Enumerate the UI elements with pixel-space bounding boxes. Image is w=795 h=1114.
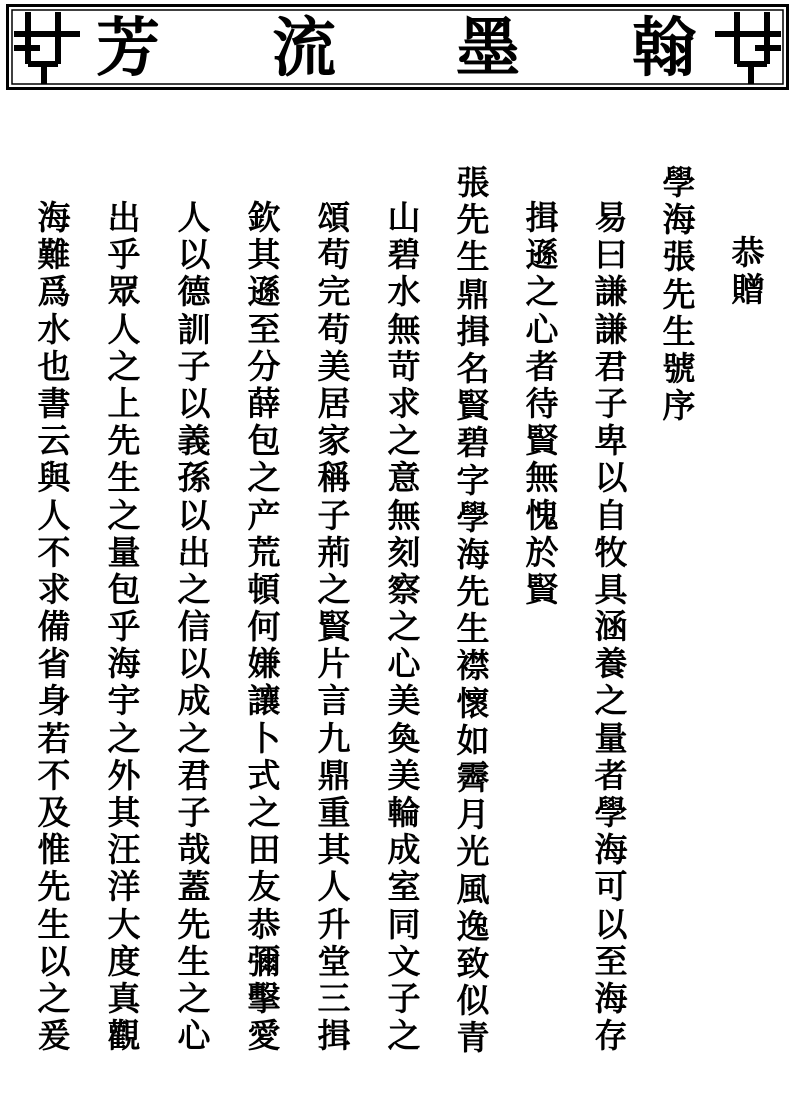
glyph: 者 bbox=[594, 755, 628, 795]
glyph: 宇 bbox=[107, 681, 141, 721]
glyph: 之 bbox=[177, 978, 211, 1018]
glyph: 子 bbox=[177, 346, 211, 386]
glyph: 水 bbox=[387, 272, 421, 312]
glyph: 美 bbox=[317, 346, 351, 386]
glyph: 遜 bbox=[247, 272, 281, 312]
glyph: 序 bbox=[662, 386, 696, 426]
glyph: 求 bbox=[387, 383, 421, 423]
glyph: 讓 bbox=[247, 681, 281, 721]
glyph: 嫌 bbox=[247, 644, 281, 684]
glyph: 苟 bbox=[317, 235, 351, 275]
glyph: 海 bbox=[37, 198, 71, 237]
glyph: 荊 bbox=[317, 532, 351, 572]
glyph: 謙 bbox=[594, 309, 628, 349]
glyph: 先 bbox=[177, 904, 211, 944]
glyph: 以 bbox=[177, 383, 211, 423]
glyph: 察 bbox=[387, 569, 421, 609]
glyph: 人 bbox=[177, 198, 211, 237]
glyph: 蓋 bbox=[177, 867, 211, 907]
glyph: 升 bbox=[317, 904, 351, 944]
column-6 bbox=[384, 199, 424, 1054]
glyph: 海 bbox=[107, 644, 141, 684]
glyph: 量 bbox=[107, 532, 141, 572]
glyph: 产 bbox=[247, 495, 281, 535]
glyph: 美 bbox=[387, 755, 421, 795]
glyph: 待 bbox=[525, 383, 559, 423]
glyph: 也 bbox=[37, 346, 71, 386]
glyph: 省 bbox=[37, 644, 71, 684]
title-char-2: 流 bbox=[272, 11, 336, 86]
column-3 bbox=[591, 199, 631, 1054]
glyph: 觀 bbox=[107, 1016, 141, 1056]
glyph: 賢 bbox=[317, 607, 351, 647]
glyph: 贈 bbox=[731, 270, 765, 310]
glyph: 惟 bbox=[37, 830, 71, 870]
glyph: 大 bbox=[107, 904, 141, 944]
glyph: 同 bbox=[387, 904, 421, 944]
glyph: 生 bbox=[107, 458, 141, 498]
glyph: 學 bbox=[662, 163, 696, 202]
glyph: 文 bbox=[387, 941, 421, 981]
glyph: 九 bbox=[317, 718, 351, 758]
glyph: 荒 bbox=[247, 532, 281, 572]
glyph: 成 bbox=[177, 681, 211, 721]
glyph: 學 bbox=[594, 793, 628, 832]
glyph: 以 bbox=[177, 235, 211, 275]
glyph: 心 bbox=[525, 309, 559, 349]
glyph: 室 bbox=[387, 867, 421, 907]
glyph: 義 bbox=[177, 421, 211, 461]
glyph: 友 bbox=[247, 867, 281, 907]
glyph: 先 bbox=[107, 421, 141, 461]
glyph: 與 bbox=[37, 458, 71, 498]
column-4 bbox=[522, 199, 562, 608]
glyph: 欽 bbox=[247, 198, 281, 237]
glyph: 之 bbox=[594, 681, 628, 721]
glyph: 恭 bbox=[247, 904, 281, 944]
glyph: 上 bbox=[107, 383, 141, 423]
title-char-4: 翰 bbox=[632, 11, 696, 86]
glyph: 愧 bbox=[525, 495, 559, 535]
glyph: 以 bbox=[177, 495, 211, 535]
glyph: 信 bbox=[177, 607, 211, 647]
glyph: 刻 bbox=[387, 532, 421, 572]
glyph: 眾 bbox=[107, 272, 141, 312]
glyph: 恭 bbox=[731, 233, 765, 272]
glyph: 心 bbox=[177, 1016, 211, 1056]
glyph: 月 bbox=[456, 795, 490, 835]
glyph: 生 bbox=[456, 237, 490, 277]
glyph: 孫 bbox=[177, 458, 211, 498]
glyph: 其 bbox=[317, 830, 351, 870]
glyph: 號 bbox=[662, 348, 696, 388]
glyph: 之 bbox=[525, 272, 559, 312]
glyph: 易 bbox=[594, 198, 628, 237]
glyph: 之 bbox=[317, 569, 351, 609]
glyph: 哉 bbox=[177, 830, 211, 870]
title-char-3: 墨 bbox=[456, 11, 520, 86]
left-fret-motif bbox=[14, 12, 80, 84]
glyph: 生 bbox=[37, 904, 71, 944]
glyph: 分 bbox=[247, 346, 281, 386]
glyph: 爲 bbox=[37, 272, 71, 312]
glyph: 以 bbox=[594, 458, 628, 498]
glyph: 之 bbox=[107, 346, 141, 386]
column-7 bbox=[314, 199, 354, 1054]
glyph: 之 bbox=[387, 1016, 421, 1056]
glyph: 求 bbox=[37, 569, 71, 609]
right-fret-motif bbox=[715, 12, 781, 84]
title-char-1: 芳 bbox=[96, 11, 160, 86]
column-11 bbox=[34, 199, 74, 1054]
glyph: 無 bbox=[525, 458, 559, 498]
glyph: 出 bbox=[107, 198, 141, 237]
glyph: 之 bbox=[107, 495, 141, 535]
glyph: 包 bbox=[247, 421, 281, 461]
glyph: 懷 bbox=[456, 683, 490, 723]
glyph: 先 bbox=[456, 572, 490, 612]
glyph: 襟 bbox=[456, 646, 490, 686]
glyph: 之 bbox=[177, 569, 211, 609]
glyph: 者 bbox=[525, 346, 559, 386]
glyph: 不 bbox=[37, 755, 71, 795]
glyph: 成 bbox=[387, 830, 421, 870]
glyph: 張 bbox=[456, 163, 490, 202]
glyph: 鼎 bbox=[317, 755, 351, 795]
glyph: 難 bbox=[37, 235, 71, 275]
glyph: 其 bbox=[247, 235, 281, 275]
glyph: 奐 bbox=[387, 718, 421, 758]
glyph: 出 bbox=[177, 532, 211, 572]
glyph: 洋 bbox=[107, 867, 141, 907]
glyph: 量 bbox=[594, 718, 628, 758]
glyph: 真 bbox=[107, 978, 141, 1018]
glyph: 鼎 bbox=[456, 274, 490, 314]
column-1 bbox=[728, 234, 768, 308]
glyph: 堂 bbox=[317, 941, 351, 981]
glyph: 青 bbox=[456, 1018, 490, 1058]
glyph: 字 bbox=[456, 460, 490, 500]
glyph: 張 bbox=[662, 237, 696, 277]
glyph: 德 bbox=[177, 272, 211, 312]
glyph: 苛 bbox=[387, 346, 421, 386]
glyph: 名 bbox=[456, 348, 490, 388]
glyph: 光 bbox=[456, 832, 490, 872]
glyph: 揖 bbox=[317, 1016, 351, 1056]
glyph: 美 bbox=[387, 681, 421, 721]
glyph: 包 bbox=[107, 569, 141, 609]
glyph: 愛 bbox=[247, 1016, 281, 1056]
glyph: 訓 bbox=[177, 309, 211, 349]
glyph: 以 bbox=[177, 644, 211, 684]
glyph: 碧 bbox=[387, 235, 421, 275]
glyph: 以 bbox=[594, 904, 628, 944]
glyph: 輪 bbox=[387, 793, 421, 832]
glyph: 子 bbox=[177, 793, 211, 832]
glyph: 云 bbox=[37, 421, 71, 461]
glyph: 曰 bbox=[594, 235, 628, 275]
glyph: 人 bbox=[107, 309, 141, 349]
glyph: 之 bbox=[107, 718, 141, 758]
glyph: 君 bbox=[177, 755, 211, 795]
glyph: 苟 bbox=[317, 309, 351, 349]
glyph: 風 bbox=[456, 869, 490, 909]
glyph: 其 bbox=[107, 793, 141, 832]
glyph: 涵 bbox=[594, 607, 628, 647]
glyph: 完 bbox=[317, 272, 351, 312]
glyph: 汪 bbox=[107, 830, 141, 870]
glyph: 賢 bbox=[456, 386, 490, 426]
glyph: 水 bbox=[37, 309, 71, 349]
glyph: 之 bbox=[247, 793, 281, 832]
glyph: 遜 bbox=[525, 235, 559, 275]
glyph: 無 bbox=[387, 495, 421, 535]
glyph: 揖 bbox=[525, 198, 559, 237]
glyph: 山 bbox=[387, 198, 421, 237]
glyph: 片 bbox=[317, 644, 351, 684]
glyph: 君 bbox=[594, 346, 628, 386]
glyph: 霽 bbox=[456, 758, 490, 797]
glyph: 海 bbox=[662, 200, 696, 240]
glyph: 養 bbox=[594, 644, 628, 684]
glyph: 頌 bbox=[317, 198, 351, 237]
glyph: 至 bbox=[247, 309, 281, 349]
glyph: 具 bbox=[594, 569, 628, 609]
glyph: 卜 bbox=[247, 718, 281, 758]
column-5 bbox=[453, 164, 493, 1057]
glyph: 書 bbox=[37, 383, 71, 423]
glyph: 逸 bbox=[456, 906, 490, 946]
glyph: 揖 bbox=[456, 311, 490, 351]
glyph: 薛 bbox=[247, 383, 281, 423]
glyph: 人 bbox=[317, 867, 351, 907]
glyph: 及 bbox=[37, 793, 71, 832]
glyph: 於 bbox=[525, 532, 559, 572]
glyph: 以 bbox=[37, 941, 71, 981]
glyph: 子 bbox=[317, 495, 351, 535]
glyph: 擊 bbox=[247, 978, 281, 1018]
glyph: 之 bbox=[387, 607, 421, 647]
glyph: 生 bbox=[177, 941, 211, 981]
glyph: 田 bbox=[247, 830, 281, 870]
glyph: 生 bbox=[662, 311, 696, 351]
glyph: 如 bbox=[456, 720, 490, 760]
glyph: 致 bbox=[456, 943, 490, 983]
glyph: 居 bbox=[317, 383, 351, 423]
glyph: 人 bbox=[37, 495, 71, 535]
glyph: 言 bbox=[317, 681, 351, 721]
glyph: 之 bbox=[247, 458, 281, 498]
glyph: 海 bbox=[594, 978, 628, 1018]
glyph: 乎 bbox=[107, 235, 141, 275]
glyph: 家 bbox=[317, 421, 351, 461]
glyph: 乎 bbox=[107, 607, 141, 647]
glyph: 子 bbox=[387, 978, 421, 1018]
glyph: 若 bbox=[37, 718, 71, 758]
glyph: 之 bbox=[37, 978, 71, 1018]
column-10 bbox=[104, 199, 144, 1054]
glyph: 何 bbox=[247, 607, 281, 647]
glyph: 彌 bbox=[247, 941, 281, 981]
glyph: 先 bbox=[662, 274, 696, 314]
glyph: 頓 bbox=[247, 569, 281, 609]
glyph: 備 bbox=[37, 607, 71, 647]
column-2 bbox=[659, 164, 699, 424]
glyph: 自 bbox=[594, 495, 628, 535]
glyph: 三 bbox=[317, 978, 351, 1018]
glyph: 海 bbox=[594, 830, 628, 870]
glyph: 卑 bbox=[594, 421, 628, 461]
glyph: 似 bbox=[456, 981, 490, 1021]
glyph: 式 bbox=[247, 755, 281, 795]
glyph: 稱 bbox=[317, 458, 351, 498]
title-banner bbox=[6, 4, 789, 90]
glyph: 身 bbox=[37, 681, 71, 721]
glyph: 爰 bbox=[37, 1016, 71, 1056]
glyph: 先 bbox=[456, 200, 490, 240]
glyph: 心 bbox=[387, 644, 421, 684]
glyph: 外 bbox=[107, 755, 141, 795]
column-9 bbox=[174, 199, 214, 1054]
glyph: 存 bbox=[594, 1016, 628, 1056]
glyph: 至 bbox=[594, 941, 628, 981]
glyph: 賢 bbox=[525, 421, 559, 461]
glyph: 先 bbox=[37, 867, 71, 907]
glyph: 之 bbox=[177, 718, 211, 758]
glyph: 海 bbox=[456, 534, 490, 574]
glyph: 學 bbox=[456, 497, 490, 537]
glyph: 重 bbox=[317, 793, 351, 832]
glyph: 子 bbox=[594, 383, 628, 423]
column-8 bbox=[244, 199, 284, 1054]
glyph: 生 bbox=[456, 609, 490, 649]
glyph: 度 bbox=[107, 941, 141, 981]
glyph: 無 bbox=[387, 309, 421, 349]
glyph: 意 bbox=[387, 458, 421, 498]
glyph: 牧 bbox=[594, 532, 628, 572]
glyph: 碧 bbox=[456, 423, 490, 463]
glyph: 之 bbox=[387, 421, 421, 461]
glyph: 不 bbox=[37, 532, 71, 572]
glyph: 賢 bbox=[525, 569, 559, 609]
glyph: 可 bbox=[594, 867, 628, 907]
glyph: 謙 bbox=[594, 272, 628, 312]
